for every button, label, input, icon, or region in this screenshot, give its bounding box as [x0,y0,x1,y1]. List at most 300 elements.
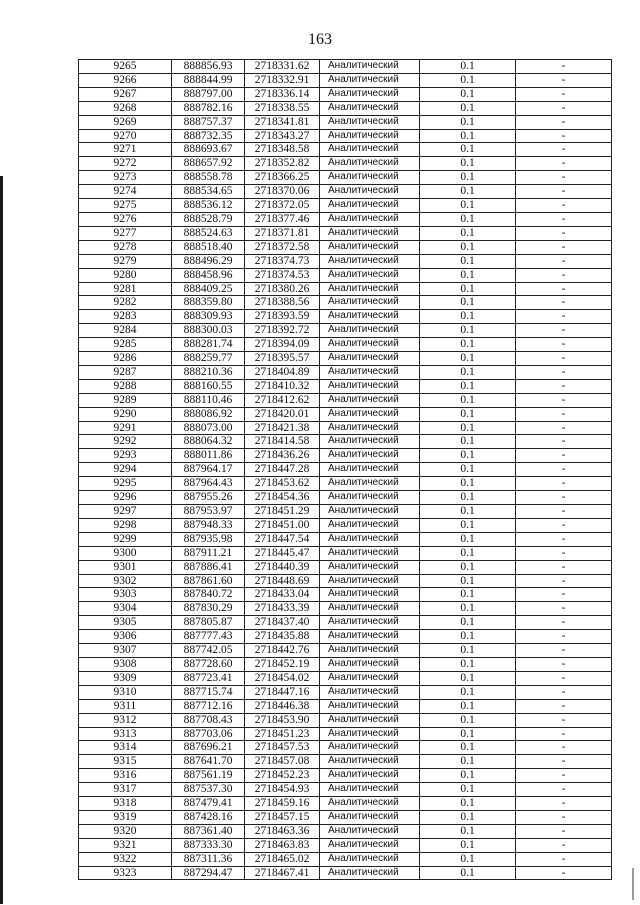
point-number-cell: 9275 [79,199,172,213]
coordinate-y-cell: 2718412.62 [245,393,320,407]
point-number-cell: 9284 [79,324,172,338]
method-cell: Аналитический [320,157,420,171]
coordinate-x-cell: 887333.30 [172,838,245,852]
coordinate-x-cell: 887715.74 [172,685,245,699]
coordinate-y-cell: 2718453.90 [245,713,320,727]
accuracy-cell: 0.1 [420,810,516,824]
accuracy-cell: 0.1 [420,171,516,185]
note-cell: - [516,240,612,254]
note-cell: - [516,157,612,171]
point-number-cell: 9298 [79,518,172,532]
method-cell: Аналитический [320,741,420,755]
coordinate-x-cell: 888528.79 [172,212,245,226]
point-number-cell: 9293 [79,449,172,463]
point-number-cell: 9280 [79,268,172,282]
note-cell: - [516,518,612,532]
note-cell: - [516,769,612,783]
coordinate-y-cell: 2718392.72 [245,324,320,338]
accuracy-cell: 0.1 [420,727,516,741]
accuracy-cell: 0.1 [420,185,516,199]
method-cell: Аналитический [320,685,420,699]
point-number-cell: 9287 [79,365,172,379]
note-cell: - [516,115,612,129]
note-cell: - [516,588,612,602]
note-cell: - [516,810,612,824]
point-number-cell: 9290 [79,407,172,421]
coordinate-x-cell: 888856.93 [172,60,245,74]
coordinate-x-cell: 887361.40 [172,824,245,838]
note-cell: - [516,616,612,630]
method-cell: Аналитический [320,212,420,226]
accuracy-cell: 0.1 [420,352,516,366]
method-cell: Аналитический [320,379,420,393]
accuracy-cell: 0.1 [420,671,516,685]
coordinate-x-cell: 887886.41 [172,560,245,574]
coordinate-y-cell: 2718421.38 [245,421,320,435]
coordinate-y-cell: 2718451.23 [245,727,320,741]
note-cell: - [516,866,612,880]
coordinates-table-body [79,60,612,880]
point-number-cell: 9270 [79,129,172,143]
table-row [79,518,612,532]
method-cell: Аналитический [320,338,420,352]
point-number-cell: 9306 [79,630,172,644]
coordinate-y-cell: 2718336.14 [245,87,320,101]
accuracy-cell: 0.1 [420,491,516,505]
coordinate-y-cell: 2718454.93 [245,783,320,797]
point-number-cell: 9269 [79,115,172,129]
table-row [79,463,612,477]
table-row [79,741,612,755]
coordinate-x-cell: 888086.92 [172,407,245,421]
table-row [79,60,612,74]
coordinate-y-cell: 2718394.09 [245,338,320,352]
note-cell: - [516,129,612,143]
note-cell: - [516,268,612,282]
method-cell: Аналитический [320,713,420,727]
point-number-cell: 9313 [79,727,172,741]
point-number-cell: 9291 [79,421,172,435]
note-cell: - [516,838,612,852]
point-number-cell: 9281 [79,282,172,296]
coordinate-x-cell: 888281.74 [172,338,245,352]
point-number-cell: 9316 [79,769,172,783]
accuracy-cell: 0.1 [420,157,516,171]
point-number-cell: 9268 [79,101,172,115]
method-cell: Аналитический [320,324,420,338]
method-cell: Аналитический [320,671,420,685]
table-row [79,824,612,838]
coordinate-y-cell: 2718370.06 [245,185,320,199]
coordinate-y-cell: 2718451.00 [245,518,320,532]
note-cell: - [516,824,612,838]
accuracy-cell: 0.1 [420,282,516,296]
point-number-cell: 9308 [79,657,172,671]
method-cell: Аналитический [320,310,420,324]
accuracy-cell: 0.1 [420,310,516,324]
coordinate-x-cell: 888757.37 [172,115,245,129]
method-cell: Аналитический [320,630,420,644]
coordinate-y-cell: 2718380.26 [245,282,320,296]
accuracy-cell: 0.1 [420,699,516,713]
coordinate-x-cell: 888110.46 [172,393,245,407]
table-row [79,644,612,658]
point-number-cell: 9299 [79,532,172,546]
point-number-cell: 9294 [79,463,172,477]
table-row [79,769,612,783]
coordinate-y-cell: 2718452.23 [245,769,320,783]
coordinate-y-cell: 2718447.54 [245,532,320,546]
table-row [79,296,612,310]
table-row [79,101,612,115]
point-number-cell: 9278 [79,240,172,254]
accuracy-cell: 0.1 [420,226,516,240]
note-cell: - [516,143,612,157]
point-number-cell: 9277 [79,226,172,240]
note-cell: - [516,463,612,477]
accuracy-cell: 0.1 [420,657,516,671]
method-cell: Аналитический [320,60,420,74]
method-cell: Аналитический [320,268,420,282]
table-row [79,310,612,324]
method-cell: Аналитический [320,171,420,185]
coordinate-x-cell: 887964.17 [172,463,245,477]
coordinate-x-cell: 888064.32 [172,435,245,449]
method-cell: Аналитический [320,699,420,713]
note-cell: - [516,101,612,115]
coordinate-x-cell: 887723.41 [172,671,245,685]
method-cell: Аналитический [320,560,420,574]
coordinate-x-cell: 887935.98 [172,532,245,546]
point-number-cell: 9318 [79,797,172,811]
point-number-cell: 9323 [79,866,172,880]
accuracy-cell: 0.1 [420,463,516,477]
coordinate-x-cell: 888524.63 [172,226,245,240]
method-cell: Аналитический [320,282,420,296]
table-row [79,574,612,588]
note-cell: - [516,60,612,74]
coordinate-y-cell: 2718435.88 [245,630,320,644]
coordinate-x-cell: 888011.86 [172,449,245,463]
table-row [79,588,612,602]
table-row [79,240,612,254]
coordinate-x-cell: 887561.19 [172,769,245,783]
coordinate-x-cell: 888210.36 [172,365,245,379]
table-row [79,838,612,852]
point-number-cell: 9310 [79,685,172,699]
coordinate-y-cell: 2718348.58 [245,143,320,157]
accuracy-cell: 0.1 [420,449,516,463]
note-cell: - [516,282,612,296]
coordinate-x-cell: 888309.93 [172,310,245,324]
coordinate-y-cell: 2718414.58 [245,435,320,449]
coordinate-y-cell: 2718410.32 [245,379,320,393]
coordinate-x-cell: 887428.16 [172,810,245,824]
coordinate-x-cell: 887703.06 [172,727,245,741]
method-cell: Аналитический [320,532,420,546]
left-scan-edge [0,176,3,904]
accuracy-cell: 0.1 [420,421,516,435]
coordinate-x-cell: 888558.78 [172,171,245,185]
method-cell: Аналитический [320,296,420,310]
accuracy-cell: 0.1 [420,115,516,129]
accuracy-cell: 0.1 [420,407,516,421]
coordinate-x-cell: 888797.00 [172,87,245,101]
point-number-cell: 9267 [79,87,172,101]
method-cell: Аналитический [320,185,420,199]
method-cell: Аналитический [320,518,420,532]
point-number-cell: 9266 [79,73,172,87]
coordinate-x-cell: 887294.47 [172,866,245,880]
note-cell: - [516,254,612,268]
note-cell: - [516,671,612,685]
coordinate-y-cell: 2718463.36 [245,824,320,838]
coordinate-y-cell: 2718445.47 [245,546,320,560]
coordinate-y-cell: 2718447.28 [245,463,320,477]
coordinate-y-cell: 2718374.53 [245,268,320,282]
coordinate-x-cell: 887805.87 [172,616,245,630]
note-cell: - [516,185,612,199]
coordinate-y-cell: 2718457.15 [245,810,320,824]
note-cell: - [516,630,612,644]
table-row [79,630,612,644]
table-row [79,810,612,824]
point-number-cell: 9286 [79,352,172,366]
accuracy-cell: 0.1 [420,268,516,282]
table-row [79,115,612,129]
coordinate-y-cell: 2718453.62 [245,477,320,491]
point-number-cell: 9307 [79,644,172,658]
note-cell: - [516,310,612,324]
coordinate-y-cell: 2718465.02 [245,852,320,866]
coordinate-y-cell: 2718433.04 [245,588,320,602]
accuracy-cell: 0.1 [420,685,516,699]
accuracy-cell: 0.1 [420,852,516,866]
point-number-cell: 9320 [79,824,172,838]
accuracy-cell: 0.1 [420,769,516,783]
note-cell: - [516,477,612,491]
note-cell: - [516,727,612,741]
point-number-cell: 9296 [79,491,172,505]
accuracy-cell: 0.1 [420,546,516,560]
coordinate-x-cell: 888496.29 [172,254,245,268]
table-row [79,713,612,727]
table-row [79,616,612,630]
accuracy-cell: 0.1 [420,60,516,74]
coordinate-y-cell: 2718393.59 [245,310,320,324]
accuracy-cell: 0.1 [420,199,516,213]
method-cell: Аналитический [320,797,420,811]
table-row [79,199,612,213]
coordinate-y-cell: 2718454.36 [245,491,320,505]
point-number-cell: 9295 [79,477,172,491]
coordinate-y-cell: 2718440.39 [245,560,320,574]
method-cell: Аналитический [320,254,420,268]
method-cell: Аналитический [320,226,420,240]
table-row [79,185,612,199]
coordinate-x-cell: 888844.99 [172,73,245,87]
point-number-cell: 9276 [79,212,172,226]
point-number-cell: 9315 [79,755,172,769]
coordinate-y-cell: 2718331.62 [245,60,320,74]
method-cell: Аналитический [320,199,420,213]
table-row [79,324,612,338]
coordinate-y-cell: 2718338.55 [245,101,320,115]
coordinate-y-cell: 2718459.16 [245,797,320,811]
point-number-cell: 9273 [79,171,172,185]
note-cell: - [516,741,612,755]
accuracy-cell: 0.1 [420,560,516,574]
coordinate-y-cell: 2718451.29 [245,505,320,519]
method-cell: Аналитический [320,574,420,588]
point-number-cell: 9311 [79,699,172,713]
coordinate-y-cell: 2718433.39 [245,602,320,616]
method-cell: Аналитический [320,783,420,797]
method-cell: Аналитический [320,866,420,880]
coordinate-y-cell: 2718352.82 [245,157,320,171]
table-row [79,421,612,435]
table-row [79,866,612,880]
point-number-cell: 9305 [79,616,172,630]
accuracy-cell: 0.1 [420,324,516,338]
accuracy-cell: 0.1 [420,755,516,769]
accuracy-cell: 0.1 [420,477,516,491]
table-row [79,338,612,352]
point-number-cell: 9301 [79,560,172,574]
method-cell: Аналитический [320,365,420,379]
table-row [79,755,612,769]
coordinate-x-cell: 887708.43 [172,713,245,727]
note-cell: - [516,699,612,713]
point-number-cell: 9297 [79,505,172,519]
table-row [79,797,612,811]
note-cell: - [516,338,612,352]
method-cell: Аналитический [320,421,420,435]
table-row [79,560,612,574]
coordinate-y-cell: 2718388.56 [245,296,320,310]
method-cell: Аналитический [320,602,420,616]
table-row [79,685,612,699]
method-cell: Аналитический [320,352,420,366]
point-number-cell: 9274 [79,185,172,199]
coordinate-x-cell: 887537.30 [172,783,245,797]
table-row [79,783,612,797]
coordinate-x-cell: 888732.35 [172,129,245,143]
method-cell: Аналитический [320,824,420,838]
coordinate-y-cell: 2718446.38 [245,699,320,713]
coordinate-x-cell: 887964.43 [172,477,245,491]
table-row [79,532,612,546]
table-row [79,449,612,463]
note-cell: - [516,296,612,310]
point-number-cell: 9300 [79,546,172,560]
method-cell: Аналитический [320,101,420,115]
table-row [79,505,612,519]
point-number-cell: 9321 [79,838,172,852]
note-cell: - [516,685,612,699]
method-cell: Аналитический [320,491,420,505]
note-cell: - [516,644,612,658]
accuracy-cell: 0.1 [420,435,516,449]
coordinate-y-cell: 2718404.89 [245,365,320,379]
coordinate-y-cell: 2718343.27 [245,129,320,143]
table-row [79,87,612,101]
coordinate-y-cell: 2718442.76 [245,644,320,658]
note-cell: - [516,505,612,519]
coordinate-x-cell: 888693.67 [172,143,245,157]
method-cell: Аналитический [320,73,420,87]
coordinate-x-cell: 888657.92 [172,157,245,171]
point-number-cell: 9302 [79,574,172,588]
method-cell: Аналитический [320,727,420,741]
point-number-cell: 9303 [79,588,172,602]
accuracy-cell: 0.1 [420,574,516,588]
coordinate-x-cell: 888458.96 [172,268,245,282]
coordinate-x-cell: 888073.00 [172,421,245,435]
accuracy-cell: 0.1 [420,602,516,616]
table-row [79,171,612,185]
accuracy-cell: 0.1 [420,838,516,852]
table-row [79,365,612,379]
accuracy-cell: 0.1 [420,365,516,379]
method-cell: Аналитический [320,87,420,101]
method-cell: Аналитический [320,435,420,449]
accuracy-cell: 0.1 [420,129,516,143]
coordinate-x-cell: 887641.70 [172,755,245,769]
coordinate-x-cell: 887479.41 [172,797,245,811]
coordinate-x-cell: 887712.16 [172,699,245,713]
note-cell: - [516,491,612,505]
point-number-cell: 9279 [79,254,172,268]
table-row [79,73,612,87]
table-row [79,546,612,560]
table-row [79,852,612,866]
coordinate-x-cell: 888259.77 [172,352,245,366]
coordinate-y-cell: 2718332.91 [245,73,320,87]
accuracy-cell: 0.1 [420,741,516,755]
accuracy-cell: 0.1 [420,212,516,226]
coordinate-y-cell: 2718463.83 [245,838,320,852]
table-row [79,129,612,143]
point-number-cell: 9288 [79,379,172,393]
coordinate-y-cell: 2718437.40 [245,616,320,630]
accuracy-cell: 0.1 [420,518,516,532]
coordinate-x-cell: 888359.80 [172,296,245,310]
note-cell: - [516,365,612,379]
table-row [79,226,612,240]
method-cell: Аналитический [320,546,420,560]
coordinate-x-cell: 888534.65 [172,185,245,199]
table-row [79,282,612,296]
table-row [79,727,612,741]
accuracy-cell: 0.1 [420,338,516,352]
point-number-cell: 9283 [79,310,172,324]
note-cell: - [516,352,612,366]
accuracy-cell: 0.1 [420,240,516,254]
coordinate-y-cell: 2718371.81 [245,226,320,240]
coordinate-x-cell: 887696.21 [172,741,245,755]
coordinate-x-cell: 888300.03 [172,324,245,338]
table-row [79,657,612,671]
note-cell: - [516,199,612,213]
coordinate-x-cell: 887728.60 [172,657,245,671]
note-cell: - [516,393,612,407]
accuracy-cell: 0.1 [420,101,516,115]
method-cell: Аналитический [320,393,420,407]
accuracy-cell: 0.1 [420,644,516,658]
note-cell: - [516,379,612,393]
accuracy-cell: 0.1 [420,866,516,880]
